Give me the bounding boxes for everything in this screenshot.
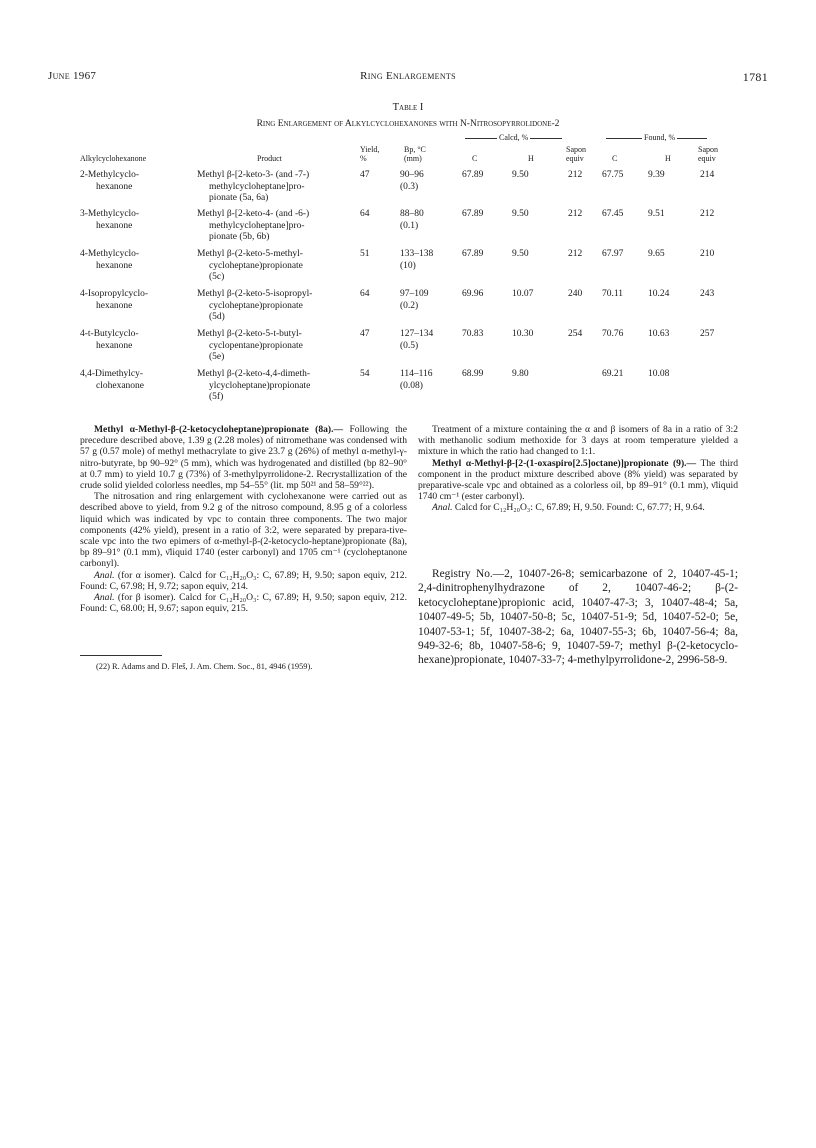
cell-calc-h: 9.50: [512, 209, 529, 219]
cell-found-sapon: 210: [700, 249, 715, 259]
registry-numbers: [418, 567, 738, 668]
footnote-rule: [80, 655, 162, 656]
col-header-calc-c: C: [472, 154, 478, 163]
cell-yield: 54: [360, 369, 370, 379]
cell-calc-h: 9.80: [512, 369, 529, 379]
col-header-calc-h: H: [528, 154, 534, 163]
cell-calc-c: 67.89: [462, 249, 484, 259]
cell-calc-c: 67.89: [462, 170, 484, 180]
cell-calc-sapon: 212: [568, 170, 583, 180]
cell-bp: 133–138 (10): [400, 249, 434, 271]
cell-found-c: 67.45: [602, 209, 624, 219]
right-column: [418, 424, 738, 514]
cell-ketone: 3-Methylcyclo- hexanone: [80, 209, 140, 231]
cell-calc-h: 10.07: [512, 289, 534, 299]
cell-yield: 47: [360, 329, 370, 339]
cell-found-sapon: 257: [700, 329, 715, 339]
header-date: June 1967: [48, 70, 97, 82]
calcd-group-header: Calcd, %: [465, 133, 607, 142]
cell-found-h: 9.39: [648, 170, 665, 180]
header-page-number: 1781: [742, 70, 768, 84]
cell-product: Methyl β-(2-keto-5-isopropyl- cycloheptane)propionate (5d): [197, 289, 313, 322]
col-header-found-c: C: [612, 154, 618, 163]
col-header-calc-sapon: Sapon equiv: [566, 145, 586, 163]
col-header-found-sapon: Sapon equiv: [698, 145, 718, 163]
paragraph-anal-9: Anal. Calcd for C₁₂H₂₀O₃: C, 67.89; H, 9.50. Found: C, 67.77; H, 9.64.: [432, 502, 705, 514]
cell-product: Methyl β-(2-keto-4,4-dimeth- ylcycloheptane)propionate (5f): [197, 369, 311, 402]
table-title: Ring Enlargement of Alkylcyclohexanones with N-Nitrosopyrrolidone-2: [256, 119, 560, 129]
cell-found-c: 69.21: [602, 369, 624, 379]
cell-calc-c: 69.96: [462, 289, 484, 299]
cell-calc-c: 67.89: [462, 209, 484, 219]
left-p1-lines: Following the precedure described above, 1.39 g (2.28 moles) of nitromethane was condensed with 57 g (0.57 mole) of methyl methacrylate to give 23.7 g (26%) of methyl α-methyl-γ-nitro-butyrate, bp 90–92° (5 mm), which was hydrogenated and distilled (bp 82–90° at 0.7 mm) to yield 10.7 g (73%) of 3-methylpyrrolidone-2. Recrystallization of the crude solid yielded colorless needles, mp 54–55° (lit. mp 50²¹ and 58–59°²²).: [80, 424, 407, 492]
cell-yield: 64: [360, 209, 370, 219]
cell-found-h: 10.63: [648, 329, 670, 339]
cell-product: Methyl β-[2-keto-4- (and -6-) methylcycloheptane]pro- pionate (5b, 6b): [197, 209, 310, 242]
col-header-bp: Bp, °C (mm): [404, 145, 426, 163]
cell-found-c: 67.97: [602, 249, 624, 259]
compound-heading-9: Methyl α-Methyl-β-[2-(1-oxaspiro[2.5]octane)]propionate (9).—: [432, 457, 697, 469]
cell-calc-sapon: 254: [568, 329, 583, 339]
cell-found-sapon: 212: [700, 209, 715, 219]
header-title: Ring Enlargements: [360, 70, 456, 82]
cell-found-sapon: 214: [700, 170, 715, 180]
cell-bp: 97–109 (0.2): [400, 289, 429, 311]
table-label: Table I: [392, 102, 424, 113]
cell-calc-c: 70.83: [462, 329, 484, 339]
cell-calc-h: 10.30: [512, 329, 534, 339]
cell-ketone: 4,4-Dimethylcy- clohexanone: [80, 369, 145, 391]
cell-ketone: 4-Methylcyclo- hexanone: [80, 249, 140, 271]
cell-bp: 127–134 (0.5): [400, 329, 434, 351]
cell-calc-sapon: 212: [568, 249, 583, 259]
paragraph-9: Methyl α-Methyl-β-[2-(1-oxaspiro[2.5]octane)]propionate (9).— The third component in the product mixture described above (8% yield) was separated by preparative-scale vpc and obtained as a colorless oil, bp 89–91° (0.1 mm), ν̄liquid 1740 cm⁻¹ (ester carbonyl).: [418, 457, 738, 503]
cell-yield: 47: [360, 170, 370, 180]
cell-found-c: 70.76: [602, 329, 624, 339]
compound-heading-8a: Methyl α-Methyl-β-(2-ketocycloheptane)propionate (8a).—: [94, 424, 344, 435]
found-group-header: Found, %: [606, 133, 734, 142]
cell-yield: 51: [360, 249, 370, 259]
paragraph-anal-alpha: Anal. (for α isomer). Calcd for C₁₂H₂₀O₃: C, 67.89; H, 9.50; sapon equiv, 212. Found: C, 67.98; H, 9.72; sapon equiv, 214.: [80, 569, 407, 592]
cell-found-h: 10.24: [648, 289, 670, 299]
cell-found-h: 9.65: [648, 249, 665, 259]
col-header-ketone: Alkylcyclohexanone: [80, 154, 147, 163]
cell-calc-c: 68.99: [462, 369, 484, 379]
paragraph-8a: [80, 424, 407, 491]
cell-calc-h: 9.50: [512, 170, 529, 180]
cell-calc-h: 9.50: [512, 249, 529, 259]
cell-calc-sapon: 240: [568, 289, 583, 299]
cell-product: Methyl β-[2-keto-3- (and -7-) methylcycloheptane]pro- pionate (5a, 6a): [197, 170, 310, 203]
cell-ketone: 4-Isopropylcyclo- hexanone: [80, 289, 149, 311]
cell-product: Methyl β-(2-keto-5-methyl- cycloheptane)propionate (5c): [197, 249, 303, 282]
cell-found-c: 67.75: [602, 170, 624, 180]
left-column: [80, 424, 407, 614]
cell-bp: 90–96 (0.3): [400, 170, 424, 192]
cell-yield: 64: [360, 289, 370, 299]
cell-found-h: 9.51: [648, 209, 665, 219]
paragraph-treatment: Treatment of a mixture containing the α and β isomers of 8a in a ratio of 3:2 with methanolic sodium methoxide for 3 days at room temperature yielded a mixture in which the ratio had changed to 1:1.: [418, 424, 738, 458]
col-header-found-h: H: [665, 154, 671, 163]
cell-bp: 114–116 (0.08): [400, 369, 433, 391]
paragraph-anal-beta: Anal. (for β isomer). Calcd for C₁₂H₂₀O₃: C, 67.89; H, 9.50; sapon equiv, 212. Found: C, 68.00; H, 9.67; sapon equiv, 215.: [80, 592, 407, 615]
cell-ketone: 2-Methylcyclo- hexanone: [80, 170, 140, 192]
footnote-22: (22) R. Adams and D. Fleš, J. Am. Chem. Soc., 81, 4946 (1959).: [96, 662, 313, 671]
cell-calc-sapon: 212: [568, 209, 583, 219]
paragraph-nitrosation: The nitrosation and ring enlargement with cyclohexanone were carried out as described above to yield, from 9.2 g of the nitroso compound, 8.95 g of a colorless liquid which was indicated by vpc to contain three components. The two major components (42% yield), present in a ratio of 3:2, were separated by prepara-tive-scale vpc into the two epimers of α-methyl-β-(2-ketocyclo-heptane)propionate (8a), bp 89–91° (0.1 mm), ν̄liquid 1740 (ester carbonyl) and 1705 cm⁻¹ (cycloheptanone carbonyl).: [80, 491, 407, 570]
cell-ketone: 4-t-Butylcyclo- hexanone: [80, 329, 139, 351]
cell-bp: 88–80 (0.1): [400, 209, 424, 231]
registry-text: Registry No.—2, 10407-26-8; semicarbazone of 2, 10407-45-1; 2,4-dinitrophenylhydrazone of 2, 10407-46-2; β-(2-ketocycloheptane)propionic acid, 10407-47-3; 3, 10407-48-4; 5a, 10407-49-5; 5b, 10407-50-8; 5c, 10407-51-9; 5d, 10407-52-0; 5e, 10407-53-1; 5f, 10407-38-2; 6a, 10407-55-3; 6b, 10407-56-4; 8a, 949-32-6; 8b, 10407-58-6; 9, 10407-59-7; methyl β-(2-ketocyclo-hexane)propionate, 10407-33-7; 4-methylpyrrolidone-2, 2996-58-9.: [418, 568, 738, 667]
col-header-yield: Yield, %: [360, 145, 380, 163]
cell-found-h: 10.08: [648, 369, 670, 379]
col-header-product: Product: [257, 154, 282, 163]
cell-product: Methyl β-(2-keto-5-t-butyl- cyclopentane)propionate (5e): [197, 329, 303, 362]
cell-found-c: 70.11: [602, 289, 624, 299]
cell-found-sapon: 243: [700, 289, 715, 299]
